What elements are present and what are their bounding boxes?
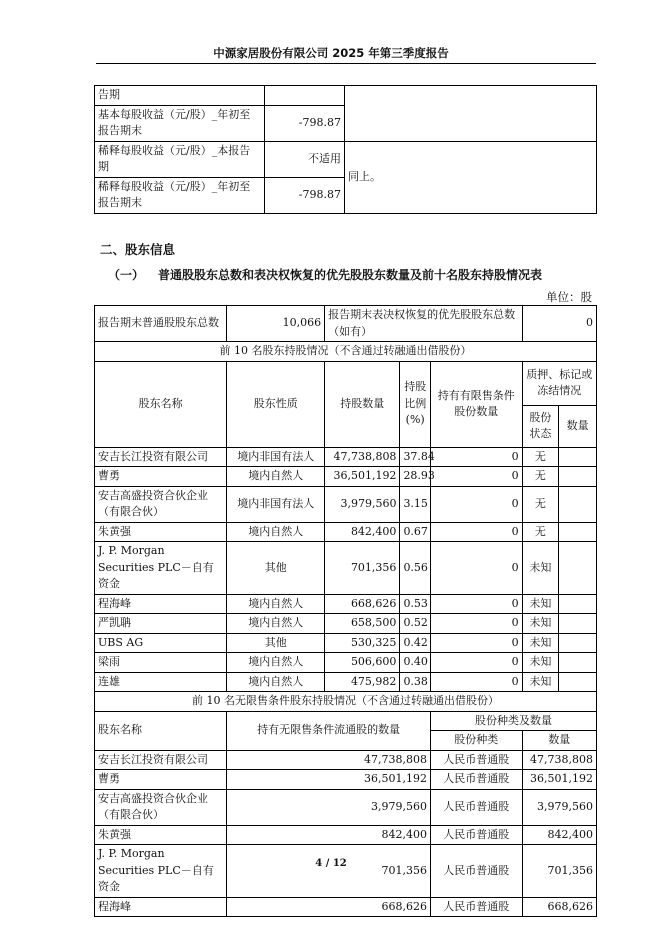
- unrestricted-type: 人民币普通股: [430, 897, 522, 917]
- holder-name: 程海峰: [95, 594, 227, 614]
- eps-row-label: 稀释每股收益（元/股）_年初至报告期末: [95, 177, 265, 213]
- col-header-name: 股东名称: [95, 361, 227, 447]
- total-holders-value: 10,066: [227, 306, 325, 342]
- unrestricted-count: 701,356: [227, 845, 431, 898]
- holder-pledge-status: 未知: [522, 594, 559, 614]
- col-header-pledge: 质押、标记或冻结情况: [522, 361, 596, 405]
- eps-row-value: -798.87: [265, 177, 345, 213]
- holder-name: 朱黄强: [95, 522, 227, 542]
- top10-caption: 前 10 名股东持股情况（不含通过转融通出借股份）: [95, 342, 597, 362]
- section-title: 二、股东信息: [100, 242, 176, 257]
- holder-ratio: 0.67: [400, 522, 431, 542]
- holder-restricted: 0: [430, 653, 522, 673]
- holder-shares: 47,738,808: [325, 447, 400, 467]
- unrestricted-header-name: 股东名称: [95, 711, 227, 750]
- unrestricted-caption: 前 10 名无限售条件股东持股情况（不含通过转融通出借股份）: [95, 692, 597, 712]
- holder-restricted: 0: [430, 614, 522, 634]
- holder-shares: 530,325: [325, 633, 400, 653]
- header-divider: [96, 63, 596, 64]
- col-header-pledge-qty: 数量: [559, 405, 597, 447]
- pref-holders-value: 0: [522, 306, 596, 342]
- eps-row-value: -798.87: [265, 105, 345, 141]
- holder-pledge-qty: [559, 486, 597, 522]
- holder-restricted: 0: [430, 594, 522, 614]
- holder-shares: 842,400: [325, 522, 400, 542]
- holder-pledge-status: 无: [522, 447, 559, 467]
- holder-restricted: 0: [430, 467, 522, 487]
- shareholders-table: [94, 305, 597, 917]
- holder-nature: 境内自然人: [227, 653, 325, 673]
- holder-pledge-status: 未知: [522, 672, 559, 692]
- eps-row-value: 不适用: [265, 141, 345, 177]
- holder-pledge-qty: [559, 542, 597, 595]
- page-header: 中源家居股份有限公司 2025 年第三季度报告: [213, 46, 449, 60]
- holder-shares: 658,500: [325, 614, 400, 634]
- holder-name: 安吉长江投资有限公司: [95, 447, 227, 467]
- holder-pledge-status: 无: [522, 522, 559, 542]
- holder-shares: 3,979,560: [325, 486, 400, 522]
- holder-shares: 506,600: [325, 653, 400, 673]
- holder-shares: 701,356: [325, 542, 400, 595]
- unrestricted-count: 47,738,808: [227, 750, 431, 770]
- unrestricted-count: 668,626: [227, 897, 431, 917]
- unrestricted-type: 人民币普通股: [430, 825, 522, 845]
- holder-pledge-qty: [559, 633, 597, 653]
- holder-pledge-qty: [559, 522, 597, 542]
- holder-pledge-status: 未知: [522, 653, 559, 673]
- unrestricted-header-count: 持有无限售条件流通股的数量: [227, 711, 431, 750]
- col-header-restricted: 持有有限售条件股份数量: [430, 361, 522, 447]
- holder-pledge-status: 无: [522, 467, 559, 487]
- holder-pledge-status: 无: [522, 486, 559, 522]
- holder-pledge-status: 未知: [522, 614, 559, 634]
- unrestricted-header-type: 股份种类: [430, 731, 522, 751]
- holder-shares: 668,626: [325, 594, 400, 614]
- unrestricted-name: 曹勇: [95, 770, 227, 790]
- eps-note-empty: [345, 86, 597, 142]
- eps-row-value: [265, 86, 345, 106]
- unrestricted-name: 安吉长江投资有限公司: [95, 750, 227, 770]
- unrestricted-count: 3,979,560: [227, 789, 431, 825]
- holder-ratio: 0.42: [400, 633, 431, 653]
- holder-nature: 境内自然人: [227, 672, 325, 692]
- col-header-ratio: 持股比例(%): [400, 361, 431, 447]
- unrestricted-type: 人民币普通股: [430, 770, 522, 790]
- eps-row-label: 稀释每股收益（元/股）_本报告期: [95, 141, 265, 177]
- page-number: 4 / 12: [315, 858, 347, 869]
- unrestricted-type: 人民币普通股: [430, 750, 522, 770]
- subsection-text: 普通股股东总数和表决权恢复的优先股股东数量及前十名股东持股情况表: [158, 268, 543, 282]
- unrestricted-header-type-group: 股份种类及数量: [430, 711, 596, 731]
- holder-ratio: 0.40: [400, 653, 431, 673]
- holder-restricted: 0: [430, 633, 522, 653]
- eps-row-label: 告期: [95, 86, 265, 106]
- holder-name: 严凯聃: [95, 614, 227, 634]
- holder-nature: 其他: [227, 633, 325, 653]
- unrestricted-qty: 36,501,192: [522, 770, 596, 790]
- holder-restricted: 0: [430, 542, 522, 595]
- col-header-shares: 持股数量: [325, 361, 400, 447]
- unrestricted-type: 人民币普通股: [430, 789, 522, 825]
- holder-nature: 境内非国有法人: [227, 447, 325, 467]
- col-header-pledge-status: 股份状态: [522, 405, 559, 447]
- unrestricted-name: J. P. Morgan Securities PLC－自有资金: [95, 845, 227, 898]
- holder-nature: 其他: [227, 542, 325, 595]
- holder-pledge-qty: [559, 653, 597, 673]
- unrestricted-count: 36,501,192: [227, 770, 431, 790]
- holder-name: 安吉高盛投资合伙企业（有限合伙）: [95, 486, 227, 522]
- col-header-nature: 股东性质: [227, 361, 325, 447]
- unrestricted-qty: 47,738,808: [522, 750, 596, 770]
- holder-pledge-qty: [559, 467, 597, 487]
- unrestricted-name: 程海峰: [95, 897, 227, 917]
- holder-ratio: 0.38: [400, 672, 431, 692]
- holder-pledge-qty: [559, 672, 597, 692]
- holder-restricted: 0: [430, 522, 522, 542]
- unrestricted-qty: 701,356: [522, 845, 596, 898]
- holder-restricted: 0: [430, 447, 522, 467]
- unrestricted-name: 朱黄强: [95, 825, 227, 845]
- pref-holders-label: 报告期末表决权恢复的优先股股东总数（如有）: [325, 306, 523, 342]
- eps-table: [94, 85, 597, 214]
- holder-shares: 475,982: [325, 672, 400, 692]
- holder-pledge-qty: [559, 594, 597, 614]
- unrestricted-header-qty: 数量: [522, 731, 596, 751]
- holder-nature: 境内自然人: [227, 467, 325, 487]
- unrestricted-type: 人民币普通股: [430, 845, 522, 898]
- holder-name: UBS AG: [95, 633, 227, 653]
- holder-pledge-qty: [559, 614, 597, 634]
- holder-ratio: 37.84: [400, 447, 431, 467]
- holder-ratio: 28.93: [400, 467, 431, 487]
- holder-nature: 境内自然人: [227, 594, 325, 614]
- eps-row-label: 基本每股收益（元/股）_年初至报告期末: [95, 105, 265, 141]
- holder-name: 梁雨: [95, 653, 227, 673]
- unrestricted-name: 安吉高盛投资合伙企业（有限合伙）: [95, 789, 227, 825]
- total-holders-label: 报告期末普通股股东总数: [95, 306, 227, 342]
- unit-label: 单位：股: [546, 290, 592, 304]
- unrestricted-qty: 842,400: [522, 825, 596, 845]
- holder-ratio: 0.52: [400, 614, 431, 634]
- holder-pledge-status: 未知: [522, 633, 559, 653]
- holder-nature: 境内自然人: [227, 614, 325, 634]
- unrestricted-count: 842,400: [227, 825, 431, 845]
- unrestricted-qty: 3,979,560: [522, 789, 596, 825]
- holder-pledge-qty: [559, 447, 597, 467]
- holder-restricted: 0: [430, 672, 522, 692]
- subsection-title: [108, 266, 542, 283]
- holder-name: J. P. Morgan Securities PLC－自有资金: [95, 542, 227, 595]
- holder-name: 连雄: [95, 672, 227, 692]
- holder-ratio: 0.56: [400, 542, 431, 595]
- holder-nature: 境内自然人: [227, 522, 325, 542]
- holder-restricted: 0: [430, 486, 522, 522]
- subsection-number: （一）: [108, 268, 145, 282]
- holder-nature: 境内非国有法人: [227, 486, 325, 522]
- holder-name: 曹勇: [95, 467, 227, 487]
- holder-ratio: 3.15: [400, 486, 431, 522]
- holder-pledge-status: 未知: [522, 542, 559, 595]
- eps-note: 同上。: [345, 141, 597, 213]
- holder-shares: 36,501,192: [325, 467, 400, 487]
- holder-ratio: 0.53: [400, 594, 431, 614]
- unrestricted-qty: 668,626: [522, 897, 596, 917]
